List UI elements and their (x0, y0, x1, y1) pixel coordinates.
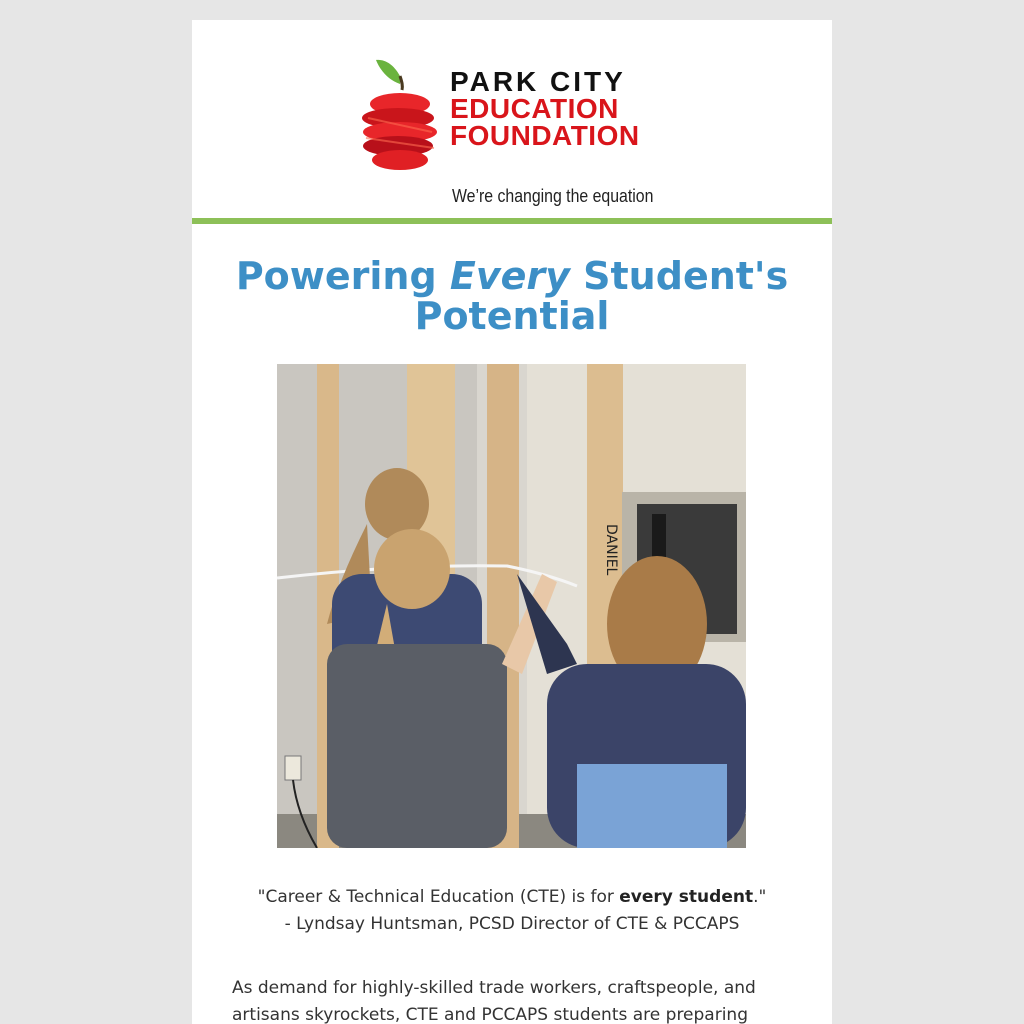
quote-emphasis: every student (619, 887, 754, 907)
quote-attribution: - Lyndsay Huntsman, PCSD Director of CTE & PCCAPS (284, 914, 740, 934)
quote-text (212, 884, 812, 911)
quote-close: ." (753, 887, 767, 907)
logo-line-foundation: FOUNDATION (450, 120, 640, 151)
logo-line-park-city: PARK CITY (450, 66, 626, 97)
title-part-1: Powering (235, 254, 450, 298)
title-part-2: Student's Potential (414, 254, 789, 338)
logo-tagline: We’re changing the equation (452, 186, 654, 206)
wall-writing: DANIEL (603, 524, 619, 576)
cte-quote (212, 884, 812, 938)
email-card (192, 20, 832, 1024)
body-paragraph: As demand for highly-skilled trade workers, craftspeople, and artisans skyrockets, CTE and PCCAPS students are preparing (232, 978, 756, 1024)
title-emphasis: Every (449, 254, 570, 298)
header-divider (192, 218, 832, 224)
logo-line-education: EDUCATION (450, 93, 619, 124)
students-wiring-wall-photo[interactable] (277, 364, 746, 848)
page-title (212, 256, 812, 336)
foundation-logo[interactable] (360, 40, 670, 212)
apple-icon (360, 58, 450, 178)
logo-wordmark (450, 68, 640, 149)
quote-open: "Career & Technical Education (CTE) is for (257, 887, 620, 907)
